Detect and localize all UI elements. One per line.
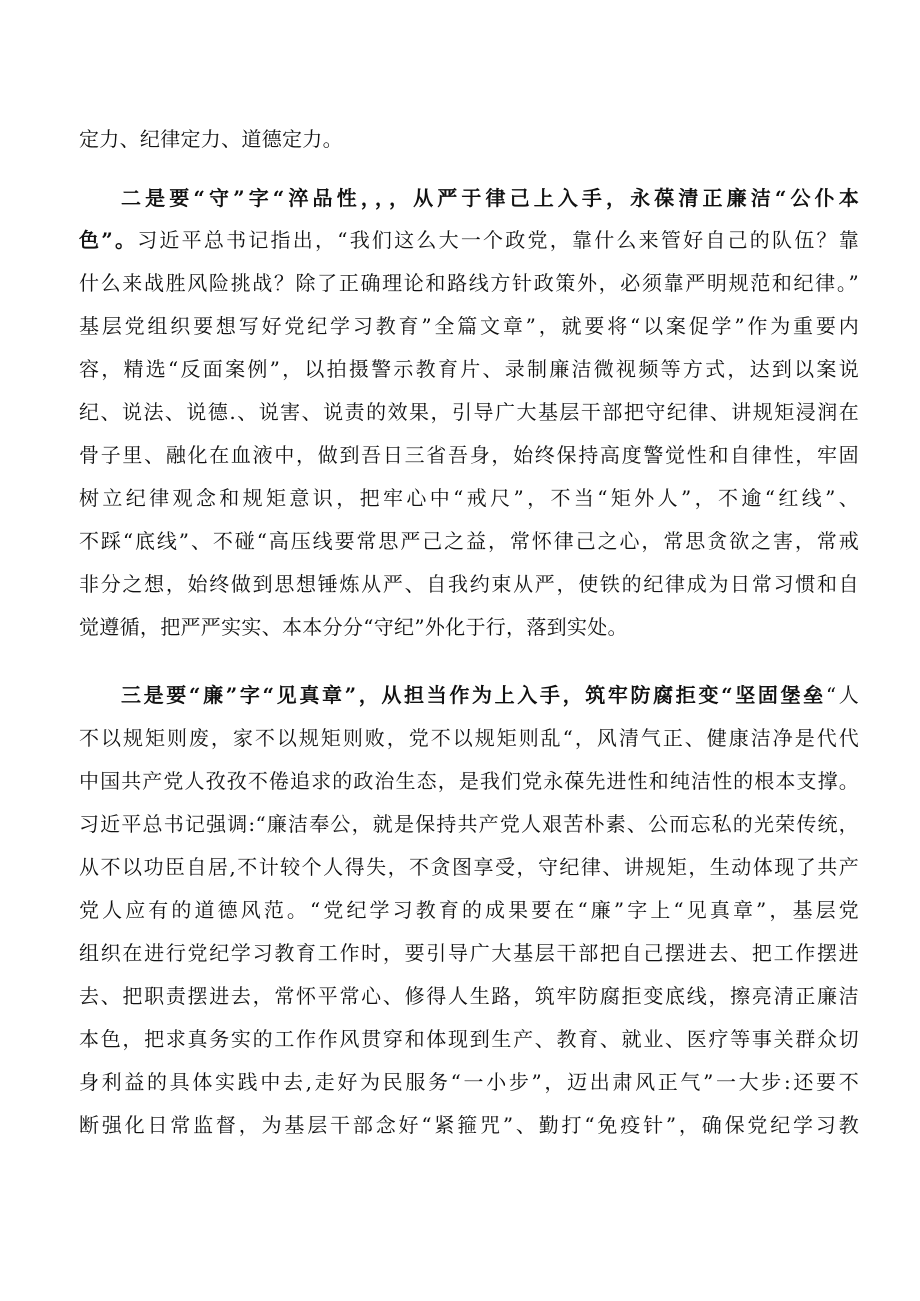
paragraph-3-line-8 bbox=[79, 981, 859, 1011]
line-text: 习近平总书记指出，“我们这么大一个政党，靠什么来管好自己的队伍？靠 bbox=[137, 228, 859, 252]
line-text: 树立纪律观念和规矩意识，把牢心中“戒尺”，不当“矩外人”，不逾“红线”、 bbox=[79, 486, 859, 510]
line-text: 习近平总书记强调:“廉洁奉公，就是保持共产党人艰苦朴素、公而忘私的光荣传统， bbox=[79, 812, 859, 836]
paragraph-3-line-2 bbox=[79, 723, 859, 753]
paragraph-2-line-2 bbox=[79, 225, 859, 255]
paragraph-2-line-7 bbox=[79, 440, 859, 470]
paragraph-2-line-1 bbox=[121, 183, 859, 213]
line-text: 基层党组织要想写好党纪学习教育”全篇文章”，就要将“以案促学”作为重要内 bbox=[79, 314, 859, 338]
paragraph-3-line-7 bbox=[79, 938, 859, 968]
paragraph-2-line-11 bbox=[79, 612, 859, 642]
paragraph-2-line-6 bbox=[79, 397, 859, 427]
paragraph-2-line-5 bbox=[79, 354, 859, 384]
line-bold-heading: 三是要“廉”字“见真章”，从担当作为上入手，筑牢防腐拒变“坚固堡垒 bbox=[121, 683, 826, 707]
line-text: 身利益的具体实践中去,走好为民服务“一小步”，迈出肃风正气”一大步:还要不 bbox=[79, 1070, 859, 1094]
line-text: 党人应有的道德风范。“党纪学习教育的成果要在“廉”字上“见真章”，基层党 bbox=[79, 898, 859, 922]
line-text: 非分之想，始终做到思想锤炼从严、自我约束从严，使铁的纪律成为日常习惯和自 bbox=[79, 572, 859, 596]
paragraph-3-line-6 bbox=[79, 895, 859, 925]
paragraph-3-line-4 bbox=[79, 809, 859, 839]
line-text: 去、把职责摆进去，常怀平常心、修得人生路，筑牢防腐拒变底线，擦亮清正廉洁 bbox=[79, 984, 859, 1008]
line-text: 容，精选“反面案例”，以拍摄警示教育片、录制廉洁微视频等方式，达到以案说 bbox=[79, 357, 859, 381]
line-bold-heading: 二是要“守”字“淬品性，，，从严于律己上入手，永葆清正廉洁“公仆本 bbox=[121, 186, 859, 210]
paragraph-2-line-8 bbox=[79, 483, 859, 513]
paragraph-3-line-11 bbox=[79, 1110, 859, 1140]
paragraph-2-line-4 bbox=[79, 311, 859, 341]
line-text: 不以规矩则废，家不以规矩则败，党不以规矩则乱“，风清气正、健康洁净是代代 bbox=[79, 726, 859, 750]
paragraph-3-line-5 bbox=[79, 852, 859, 882]
paragraph-3-line-3 bbox=[79, 766, 859, 796]
paragraph-3-line-1 bbox=[121, 680, 859, 710]
paragraph-1-line-1 bbox=[79, 124, 859, 154]
line-text: 不踩“底线”、不碰“高压线要常思严己之益，常怀律己之心，常思贪欲之害，常戒 bbox=[79, 529, 859, 553]
line-text: 中国共产党人孜孜不倦追求的政治生态，是我们党永葆先进性和纯洁性的根本支撑。 bbox=[79, 769, 859, 793]
paragraph-3-line-10 bbox=[79, 1067, 859, 1097]
line-text: 本色，把求真务实的工作作风贯穿和体现到生产、教育、就业、医疗等事关群众切 bbox=[79, 1027, 859, 1051]
paragraph-2-line-9 bbox=[79, 526, 859, 556]
line-text: 定力、纪律定力、道德定力。 bbox=[79, 127, 343, 151]
line-text: 组织在进行党纪学习教育工作时，要引导广大基层干部把自己摆进去、把工作摆进 bbox=[79, 941, 859, 965]
line-text: “人 bbox=[825, 683, 859, 707]
line-text: 什么来战胜风险挑战？除了正确理论和路线方针政策外，必须靠严明规范和纪律。” bbox=[79, 271, 859, 295]
paragraph-2-line-3 bbox=[79, 268, 859, 298]
line-text: 觉遵循，把严严实实、本本分分“守纪”外化于行，落到实处。 bbox=[79, 615, 628, 639]
line-text: 断强化日常监督，为基层干部念好“紧箍咒”、勤打“免疫针”，确保党纪学习教 bbox=[79, 1113, 859, 1137]
line-text: 纪、说法、说德.、说害、说责的效果，引导广大基层干部把守纪律、讲规矩浸润在 bbox=[79, 400, 859, 424]
paragraph-2-line-10 bbox=[79, 569, 859, 599]
line-bold-heading: 色”。 bbox=[79, 228, 138, 252]
paragraph-3-line-9 bbox=[79, 1024, 859, 1054]
line-text: 骨子里、融化在血液中，做到吾日三省吾身，始终保持高度警觉性和自律性，牢固 bbox=[79, 443, 859, 467]
line-text: 从不以功臣自居,不计较个人得失，不贪图享受，守纪律、讲规矩，生动体现了共产 bbox=[79, 855, 859, 879]
